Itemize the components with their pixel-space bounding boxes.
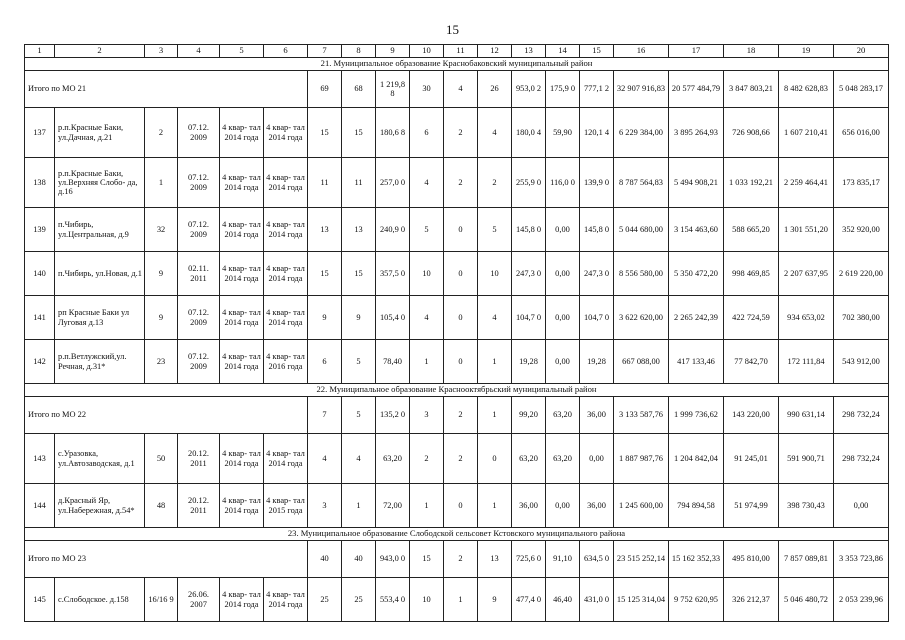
data-cell: 4 квар- тал 2014 года: [220, 484, 264, 528]
data-cell: 702 380,00: [834, 296, 889, 340]
data-cell: 32: [145, 208, 178, 252]
data-cell: 02.11. 2011: [178, 252, 220, 296]
data-cell: 1: [478, 484, 512, 528]
data-cell: 46,40: [546, 578, 580, 622]
data-cell: 25: [308, 578, 342, 622]
data-cell: 145,8 0: [580, 208, 614, 252]
total-cell: 5: [342, 397, 376, 434]
column-number-cell: 9: [376, 45, 410, 58]
data-cell: 9: [308, 296, 342, 340]
data-cell: 4: [410, 158, 444, 208]
data-cell: 0: [444, 484, 478, 528]
data-cell: 4 квар- тал 2014 года: [220, 208, 264, 252]
column-number-cell: 18: [724, 45, 779, 58]
data-cell: 255,9 0: [512, 158, 546, 208]
column-number-cell: 4: [178, 45, 220, 58]
total-cell: 3 353 723,86: [834, 541, 889, 578]
data-cell: 1 033 192,21: [724, 158, 779, 208]
table-row: [25, 158, 889, 208]
data-cell: 172 111,84: [779, 340, 834, 384]
column-number-cell: 17: [669, 45, 724, 58]
data-cell: 431,0 0: [580, 578, 614, 622]
total-cell: 1 219,8 8: [376, 71, 410, 108]
data-cell: 1 245 600,00: [614, 484, 669, 528]
data-cell: 2 265 242,39: [669, 296, 724, 340]
data-cell: 2: [478, 158, 512, 208]
data-cell: 15: [308, 108, 342, 158]
column-number-row: [25, 45, 889, 58]
data-cell: 4 квар- тал 2014 года: [264, 434, 308, 484]
total-cell: 175,9 0: [546, 71, 580, 108]
total-cell: 32 907 916,83: [614, 71, 669, 108]
column-number-cell: 1: [25, 45, 55, 58]
total-cell: 40: [342, 541, 376, 578]
total-cell: 1: [478, 397, 512, 434]
data-cell: 63,20: [546, 434, 580, 484]
data-cell: 36,00: [580, 484, 614, 528]
address-cell: р.п.Ветлужский,ул. Речная, д.31*: [55, 340, 145, 384]
data-cell: 15: [342, 108, 376, 158]
data-cell: 78,40: [376, 340, 410, 384]
total-cell: 15 162 352,33: [669, 541, 724, 578]
data-cell: 48: [145, 484, 178, 528]
data-cell: 352 920,00: [834, 208, 889, 252]
table-row: [25, 108, 889, 158]
total-cell: 495 810,00: [724, 541, 779, 578]
data-cell: 9: [145, 252, 178, 296]
data-cell: 5: [342, 340, 376, 384]
table-row: [25, 340, 889, 384]
data-cell: 2: [145, 108, 178, 158]
total-cell: 725,6 0: [512, 541, 546, 578]
address-cell: п.Чибирь, ул.Новая, д.1: [55, 252, 145, 296]
data-cell: 1: [410, 340, 444, 384]
total-cell: 91,10: [546, 541, 580, 578]
data-cell: 9 752 620,95: [669, 578, 724, 622]
total-cell: 953,0 2: [512, 71, 546, 108]
table-row: [25, 578, 889, 622]
data-cell: 4 квар- тал 2014 года: [220, 252, 264, 296]
address-cell: с.Уразовка, ул.Автозаводская, д.1: [55, 434, 145, 484]
total-cell: 40: [308, 541, 342, 578]
data-cell: 9: [478, 578, 512, 622]
data-cell: 0: [478, 434, 512, 484]
total-cell: 4: [444, 71, 478, 108]
data-cell: 0: [444, 340, 478, 384]
column-number-cell: 14: [546, 45, 580, 58]
data-cell: 0: [444, 208, 478, 252]
data-cell: 1 607 210,41: [779, 108, 834, 158]
data-cell: 1 887 987,76: [614, 434, 669, 484]
data-cell: 2 207 637,95: [779, 252, 834, 296]
data-cell: 0,00: [546, 340, 580, 384]
data-cell: 794 894,58: [669, 484, 724, 528]
data-cell: 240,9 0: [376, 208, 410, 252]
data-cell: 07.12. 2009: [178, 108, 220, 158]
total-cell: 20 577 484,79: [669, 71, 724, 108]
table-row: [25, 434, 889, 484]
section-title: 23. Муниципальное образование Слободской сельсовет Кстовского муниципального района: [25, 528, 889, 541]
total-cell: 30: [410, 71, 444, 108]
total-row: [25, 397, 889, 434]
address-cell: д.Красный Яр, ул.Набережная, д.54*: [55, 484, 145, 528]
column-number-cell: 12: [478, 45, 512, 58]
data-cell: 10: [478, 252, 512, 296]
data-cell: 6: [410, 108, 444, 158]
data-cell: 357,5 0: [376, 252, 410, 296]
total-cell: 36,00: [580, 397, 614, 434]
data-cell: 50: [145, 434, 178, 484]
row-number-cell: 137: [25, 108, 55, 158]
data-cell: 2 053 239,96: [834, 578, 889, 622]
data-cell: 726 908,66: [724, 108, 779, 158]
total-cell: 99,20: [512, 397, 546, 434]
data-cell: 173 835,17: [834, 158, 889, 208]
total-cell: 943,0 0: [376, 541, 410, 578]
data-cell: 4 квар- тал 2014 года: [220, 578, 264, 622]
row-number-cell: 143: [25, 434, 55, 484]
data-cell: 4: [478, 296, 512, 340]
data-cell: 0,00: [546, 208, 580, 252]
address-cell: р.п.Красные Баки, ул.Дачная, д.21: [55, 108, 145, 158]
data-cell: 0,00: [546, 252, 580, 296]
total-cell: 143 220,00: [724, 397, 779, 434]
data-cell: 5 046 480,72: [779, 578, 834, 622]
total-cell: 2: [444, 541, 478, 578]
data-cell: 19,28: [580, 340, 614, 384]
total-cell: 2: [444, 397, 478, 434]
data-cell: 36,00: [512, 484, 546, 528]
data-cell: 0: [444, 296, 478, 340]
data-cell: 3: [308, 484, 342, 528]
page-number: 15: [446, 22, 459, 37]
total-cell: 26: [478, 71, 512, 108]
data-cell: 07.12. 2009: [178, 340, 220, 384]
data-cell: 120,1 4: [580, 108, 614, 158]
section-row: [25, 528, 889, 541]
data-cell: 0,00: [834, 484, 889, 528]
data-cell: 1: [410, 484, 444, 528]
total-cell: 63,20: [546, 397, 580, 434]
data-cell: 2: [410, 434, 444, 484]
data-cell: 4 квар- тал 2014 года: [264, 578, 308, 622]
data-cell: 20.12. 2011: [178, 434, 220, 484]
row-number-cell: 142: [25, 340, 55, 384]
data-cell: 19,28: [512, 340, 546, 384]
total-cell: 8 482 628,83: [779, 71, 834, 108]
data-cell: 4 квар- тал 2014 года: [220, 158, 264, 208]
data-cell: 257,0 0: [376, 158, 410, 208]
column-number-cell: 15: [580, 45, 614, 58]
data-cell: 5 494 908,21: [669, 158, 724, 208]
data-cell: 8 556 580,00: [614, 252, 669, 296]
data-cell: 2: [444, 158, 478, 208]
total-row: [25, 541, 889, 578]
data-cell: 326 212,37: [724, 578, 779, 622]
column-number-cell: 6: [264, 45, 308, 58]
total-label: Итого по МО 21: [25, 71, 308, 108]
table-row: [25, 208, 889, 252]
data-cell: 20.12. 2011: [178, 484, 220, 528]
row-number-cell: 140: [25, 252, 55, 296]
total-cell: 298 732,24: [834, 397, 889, 434]
data-cell: 4 квар- тал 2014 года: [264, 296, 308, 340]
total-cell: 135,2 0: [376, 397, 410, 434]
data-cell: 72,00: [376, 484, 410, 528]
data-cell: 180,0 4: [512, 108, 546, 158]
column-number-cell: 20: [834, 45, 889, 58]
data-cell: 15: [308, 252, 342, 296]
row-number-cell: 144: [25, 484, 55, 528]
total-cell: 634,5 0: [580, 541, 614, 578]
total-cell: 15: [410, 541, 444, 578]
data-cell: 6 229 384,00: [614, 108, 669, 158]
data-cell: 477,4 0: [512, 578, 546, 622]
total-cell: 68: [342, 71, 376, 108]
data-cell: 0,00: [546, 484, 580, 528]
data-cell: 4 квар- тал 2014 года: [220, 108, 264, 158]
address-cell: с.Слободское. д.158: [55, 578, 145, 622]
address-cell: рп Красные Баки ул Луговая д.13: [55, 296, 145, 340]
data-cell: 4 квар- тал 2014 года: [264, 208, 308, 252]
data-cell: 2 619 220,00: [834, 252, 889, 296]
data-cell: 667 088,00: [614, 340, 669, 384]
housing-program-table: [24, 44, 889, 622]
data-cell: 07.12. 2009: [178, 208, 220, 252]
column-number-cell: 16: [614, 45, 669, 58]
table-row: [25, 296, 889, 340]
total-cell: 69: [308, 71, 342, 108]
data-cell: 0,00: [580, 434, 614, 484]
data-cell: 298 732,24: [834, 434, 889, 484]
data-cell: 5 044 680,00: [614, 208, 669, 252]
data-cell: 07.12. 2009: [178, 158, 220, 208]
data-cell: 139,9 0: [580, 158, 614, 208]
data-cell: 180,6 8: [376, 108, 410, 158]
data-cell: 105,4 0: [376, 296, 410, 340]
column-number-cell: 7: [308, 45, 342, 58]
table-row: [25, 252, 889, 296]
total-cell: 23 515 252,14: [614, 541, 669, 578]
data-cell: 656 016,00: [834, 108, 889, 158]
data-cell: 16/16 9: [145, 578, 178, 622]
column-number-cell: 5: [220, 45, 264, 58]
row-number-cell: 139: [25, 208, 55, 252]
data-cell: 1 301 551,20: [779, 208, 834, 252]
data-cell: 417 133,46: [669, 340, 724, 384]
row-number-cell: 141: [25, 296, 55, 340]
data-cell: 2: [444, 108, 478, 158]
column-number-cell: 10: [410, 45, 444, 58]
data-cell: 145,8 0: [512, 208, 546, 252]
section-row: [25, 384, 889, 397]
data-cell: 398 730,43: [779, 484, 834, 528]
data-cell: 59,90: [546, 108, 580, 158]
data-cell: 1: [342, 484, 376, 528]
data-cell: 15 125 314,04: [614, 578, 669, 622]
total-cell: 1 999 736,62: [669, 397, 724, 434]
column-number-cell: 8: [342, 45, 376, 58]
data-cell: 10: [410, 578, 444, 622]
data-cell: 247,3 0: [580, 252, 614, 296]
row-number-cell: 138: [25, 158, 55, 208]
data-cell: 1: [444, 578, 478, 622]
total-label: Итого по МО 23: [25, 541, 308, 578]
data-cell: 934 653,02: [779, 296, 834, 340]
data-cell: 13: [308, 208, 342, 252]
data-cell: 588 665,20: [724, 208, 779, 252]
data-cell: 591 900,71: [779, 434, 834, 484]
data-cell: 4 квар- тал 2014 года: [264, 158, 308, 208]
data-cell: 4 квар- тал 2014 года: [264, 252, 308, 296]
data-cell: 07.12. 2009: [178, 296, 220, 340]
total-cell: 3 133 587,76: [614, 397, 669, 434]
row-number-cell: 145: [25, 578, 55, 622]
total-cell: 7: [308, 397, 342, 434]
section-title: 21. Муниципальное образование Краснобаковский муниципальный район: [25, 58, 889, 71]
data-cell: 25: [342, 578, 376, 622]
data-cell: 4: [478, 108, 512, 158]
data-cell: 3 154 463,60: [669, 208, 724, 252]
data-cell: 3 622 620,00: [614, 296, 669, 340]
data-cell: 4 квар- тал 2014 года: [220, 296, 264, 340]
total-cell: 990 631,14: [779, 397, 834, 434]
column-number-cell: 3: [145, 45, 178, 58]
total-cell: 3 847 803,21: [724, 71, 779, 108]
total-cell: 7 857 089,81: [779, 541, 834, 578]
data-cell: 4 квар- тал 2016 года: [264, 340, 308, 384]
data-cell: 4 квар- тал 2015 года: [264, 484, 308, 528]
address-cell: п.Чибирь, ул.Центральная, д.9: [55, 208, 145, 252]
total-cell: 5 048 283,17: [834, 71, 889, 108]
data-cell: 2 259 464,41: [779, 158, 834, 208]
data-cell: 63,20: [376, 434, 410, 484]
data-cell: 247,3 0: [512, 252, 546, 296]
data-cell: 0: [444, 252, 478, 296]
data-cell: 4: [308, 434, 342, 484]
total-cell: 13: [478, 541, 512, 578]
data-cell: 1 204 842,04: [669, 434, 724, 484]
data-cell: 0,00: [546, 296, 580, 340]
data-cell: 2: [444, 434, 478, 484]
data-cell: 553,4 0: [376, 578, 410, 622]
data-cell: 1: [145, 158, 178, 208]
total-cell: 3: [410, 397, 444, 434]
data-cell: 543 912,00: [834, 340, 889, 384]
column-number-cell: 11: [444, 45, 478, 58]
data-cell: 5 350 472,20: [669, 252, 724, 296]
data-cell: 104,7 0: [512, 296, 546, 340]
data-cell: 11: [342, 158, 376, 208]
data-cell: 4 квар- тал 2014 года: [220, 340, 264, 384]
data-cell: 104,7 0: [580, 296, 614, 340]
column-number-cell: 13: [512, 45, 546, 58]
data-cell: 9: [342, 296, 376, 340]
data-cell: 15: [342, 252, 376, 296]
data-cell: 6: [308, 340, 342, 384]
data-cell: 91 245,01: [724, 434, 779, 484]
section-title: 22. Муниципальное образование Краснооктябрьский муниципальный район: [25, 384, 889, 397]
data-cell: 116,0 0: [546, 158, 580, 208]
column-number-cell: 19: [779, 45, 834, 58]
data-cell: 23: [145, 340, 178, 384]
data-cell: 11: [308, 158, 342, 208]
table-row: [25, 484, 889, 528]
data-cell: 77 842,70: [724, 340, 779, 384]
data-cell: 5: [478, 208, 512, 252]
section-row: [25, 58, 889, 71]
data-cell: 5: [410, 208, 444, 252]
data-cell: 13: [342, 208, 376, 252]
data-cell: 1: [478, 340, 512, 384]
total-cell: 777,1 2: [580, 71, 614, 108]
data-cell: 3 895 264,93: [669, 108, 724, 158]
total-row: [25, 71, 889, 108]
data-cell: 63,20: [512, 434, 546, 484]
address-cell: р.п.Красные Баки, ул.Верхняя Слобо- да, д.16: [55, 158, 145, 208]
data-cell: 998 469,85: [724, 252, 779, 296]
data-cell: 4: [410, 296, 444, 340]
total-label: Итого по МО 22: [25, 397, 308, 434]
data-cell: 4: [342, 434, 376, 484]
data-cell: 26.06. 2007: [178, 578, 220, 622]
data-cell: 422 724,59: [724, 296, 779, 340]
column-number-cell: 2: [55, 45, 145, 58]
data-cell: 4 квар- тал 2014 года: [264, 108, 308, 158]
data-cell: 9: [145, 296, 178, 340]
data-cell: 8 787 564,83: [614, 158, 669, 208]
data-cell: 51 974,99: [724, 484, 779, 528]
data-cell: 10: [410, 252, 444, 296]
data-cell: 4 квар- тал 2014 года: [220, 434, 264, 484]
